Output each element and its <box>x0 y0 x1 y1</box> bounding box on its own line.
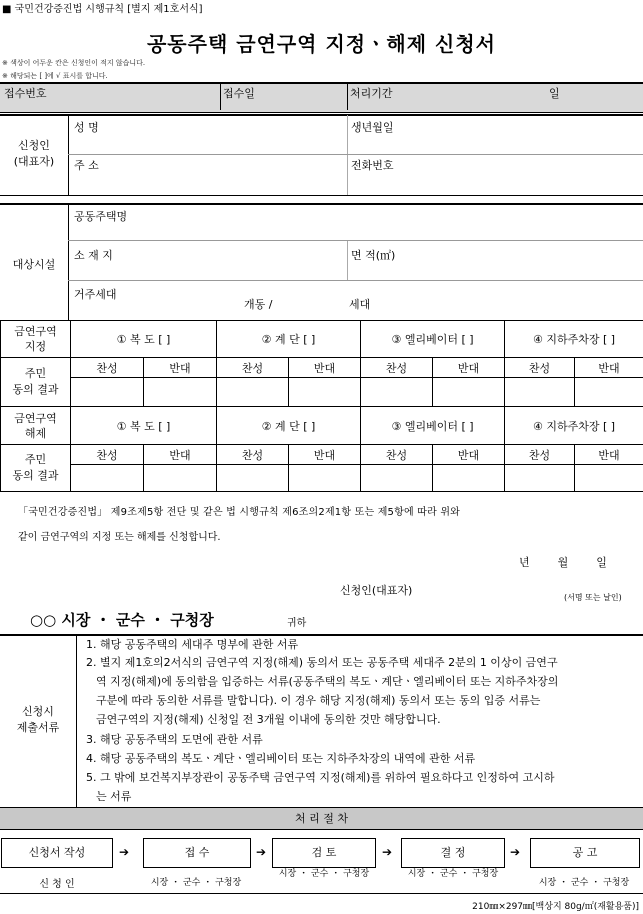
oppose-header: 반대 <box>433 358 505 378</box>
section-rule <box>0 195 643 196</box>
step-review-actor: 시장 ・ 군수 ・ 구청장 <box>278 869 370 879</box>
recipient-suffix: 귀하 <box>287 618 307 629</box>
step-receipt-actor: 시장 ・ 군수 ・ 구청장 <box>150 878 242 888</box>
agree-count-field[interactable] <box>505 378 575 407</box>
release-row <box>1 407 643 445</box>
document-item: 1. 해당 공동주택의 세대주 명부에 관한 서류 <box>86 638 299 651</box>
oppose-count-field[interactable] <box>575 465 643 492</box>
documents-label <box>0 704 76 736</box>
footer-rule <box>0 893 643 894</box>
step-apply-box: 신청서 작성 <box>1 838 113 868</box>
document-item: 2. 별지 제1호의2서식의 금연구역 지정(해제) 동의서 또는 공동주택 세대주 2분의 1 이상이 금연구 <box>86 656 558 669</box>
document-item: 금연구역의 지정(해제) 신청일 전 3개월 이내에 동의한 것만 해당합니다. <box>96 713 441 726</box>
agree-header: 찬성 <box>217 445 289 465</box>
release-result-label <box>1 445 71 492</box>
oppose-count-field[interactable] <box>289 378 361 407</box>
oppose-header: 반대 <box>144 445 217 465</box>
oppose-header: 반대 <box>289 358 361 378</box>
section-rule <box>0 114 643 116</box>
document-item: 구분에 따라 동의한 서류를 말합니다). 이 경우 해당 지정(해제) 동의서 또는 동의 입증 서류는 <box>96 694 541 707</box>
agree-header: 찬성 <box>361 445 433 465</box>
applicant-label-line: (대표자) <box>13 155 55 168</box>
release-result-header-row <box>1 445 643 465</box>
designate-result-label-line: 주민 <box>24 367 47 380</box>
agree-header: 찬성 <box>361 358 433 378</box>
oppose-count-field[interactable] <box>144 378 217 407</box>
process-title: 처 리 절 차 <box>0 807 643 830</box>
oppose-count-field[interactable] <box>289 465 361 492</box>
target-section-label: 대상시설 <box>12 258 56 271</box>
oppose-header: 반대 <box>289 445 361 465</box>
section-divider <box>76 635 77 807</box>
name-label: 성 명 <box>74 121 99 134</box>
documents-label-line: 제출서류 <box>16 721 60 734</box>
agree-header: 찬성 <box>217 358 289 378</box>
designate-row <box>1 321 643 358</box>
designate-option-elevator[interactable]: ③ 엘리베이터 [ ] <box>361 321 505 358</box>
agree-header: 찬성 <box>71 358 144 378</box>
step-decision-box: 결 정 <box>401 838 505 868</box>
designate-option-stairs[interactable]: ② 계 단 [ ] <box>217 321 361 358</box>
release-option-parking[interactable]: ④ 지하주차장 [ ] <box>505 407 643 445</box>
field-rule <box>68 240 643 241</box>
release-result-label-line: 주민 <box>24 453 47 466</box>
receipt-number-label: 접수번호 <box>4 87 47 100</box>
birthdate-label: 생년월일 <box>351 121 394 134</box>
agree-count-field[interactable] <box>361 465 433 492</box>
phone-label: 전화번호 <box>351 159 394 172</box>
agree-count-field[interactable] <box>71 378 144 407</box>
document-item: 역 지정(해제)에 동의함을 입증하는 서류(공동주택의 복도ㆍ계단ㆍ엘리베이터 또는 지하주차장의 <box>96 675 559 688</box>
field-rule <box>68 154 643 155</box>
area-label: 면 적(㎡) <box>351 249 396 262</box>
step-decision-actor: 시장 ・ 군수 ・ 구청장 <box>407 869 499 879</box>
oppose-count-field[interactable] <box>433 378 505 407</box>
section-divider <box>68 115 69 195</box>
release-option-elevator[interactable]: ③ 엘리베이터 [ ] <box>361 407 505 445</box>
document-item: 3. 해당 공동주택의 도면에 관한 서류 <box>86 733 263 746</box>
signature-note[interactable]: (서명 또는 날인) <box>564 593 622 602</box>
documents-label-line: 신청시 <box>22 705 54 718</box>
designate-label <box>1 321 71 358</box>
receipt-divider <box>220 83 221 110</box>
household-unit-label: 세대 <box>349 298 371 311</box>
agree-header: 찬성 <box>71 445 144 465</box>
oppose-header: 반대 <box>144 358 217 378</box>
oppose-count-field[interactable] <box>144 465 217 492</box>
form-reference: ■ 국민건강증진법 시행규칙 [별지 제1호서식] <box>2 4 203 15</box>
designate-result-header-row <box>1 358 643 378</box>
oppose-count-field[interactable] <box>433 465 505 492</box>
buildings-label: 개동 / <box>244 298 273 311</box>
arrow-icon: ➔ <box>256 845 267 859</box>
statement-line-1: 「국민건강증진법」 제9조제5항 전단 및 같은 법 시행규칙 제6조의2제1항 또는 제5항에 따라 위와 <box>18 507 461 518</box>
step-apply-actor: 신 청 인 <box>39 879 75 890</box>
checkbox-note: ※ 해당되는 [ ]에 √ 표시를 합니다. <box>2 72 108 80</box>
designate-result-input-row <box>1 378 643 407</box>
designate-result-label-line: 동의 결과 <box>12 383 59 396</box>
field-divider <box>347 241 348 280</box>
release-label <box>1 407 71 445</box>
release-label-line: 해제 <box>24 426 47 440</box>
field-rule <box>68 280 643 281</box>
document-item: 4. 해당 공동주택의 복도ㆍ계단ㆍ엘리베이터 또는 지하주차장의 내역에 관한 서류 <box>86 752 476 765</box>
release-result-label-line: 동의 결과 <box>12 469 59 482</box>
agree-count-field[interactable] <box>505 465 575 492</box>
processing-period-label: 처리기간 <box>350 87 393 100</box>
agree-header: 찬성 <box>505 358 575 378</box>
applicant-signature-label: 신청인(대표자) <box>340 584 413 597</box>
agree-header: 찬성 <box>505 445 575 465</box>
oppose-count-field[interactable] <box>575 378 643 407</box>
applicant-section-label <box>0 138 68 170</box>
field-divider <box>347 115 348 195</box>
paper-spec: 210㎜×297㎜[백상지 80g/㎡(재활용품)] <box>472 902 639 912</box>
statement-line-2: 같이 금연구역의 지정 또는 해제를 신청합니다. <box>18 532 221 543</box>
oppose-header: 반대 <box>575 445 643 465</box>
designate-option-hallway[interactable]: ① 복 도 [ ] <box>71 321 217 358</box>
release-option-hallway[interactable]: ① 복 도 [ ] <box>71 407 217 445</box>
arrow-icon: ➔ <box>382 845 393 859</box>
recipient: ○○ 시장 ・ 군수 ・ 구청장 <box>30 611 214 629</box>
address-label: 주 소 <box>74 159 99 172</box>
designate-label-line: 지정 <box>24 340 47 353</box>
document-item: 5. 그 밖에 보건복지부장관이 공동주택 금연구역 지정(해제)를 위하여 필요하다고 인정하여 고시하 <box>86 771 555 784</box>
processing-day-label: 일 <box>549 87 560 100</box>
oppose-header: 반대 <box>433 445 505 465</box>
receipt-bar <box>0 82 643 113</box>
step-receipt-box: 접 수 <box>143 838 251 868</box>
households-label: 거주세대 <box>74 288 117 301</box>
arrow-icon: ➔ <box>119 845 130 859</box>
step-notice-actor: 시장 ・ 군수 ・ 구청장 <box>538 878 630 888</box>
designation-release-table <box>0 320 643 492</box>
shade-note: ※ 색상이 어두운 칸은 신청인이 적지 않습니다. <box>2 59 146 67</box>
section-rule <box>0 203 643 205</box>
designate-option-parking[interactable]: ④ 지하주차장 [ ] <box>505 321 643 358</box>
release-label-line: 금연구역 <box>14 411 57 425</box>
apartment-name-label: 공동주택명 <box>74 210 128 223</box>
agree-count-field[interactable] <box>217 378 289 407</box>
arrow-icon: ➔ <box>510 845 521 859</box>
release-option-stairs[interactable]: ② 계 단 [ ] <box>217 407 361 445</box>
application-date[interactable]: 년 월 일 <box>519 556 607 569</box>
agree-count-field[interactable] <box>361 378 433 407</box>
receipt-divider <box>347 83 348 110</box>
step-review-box: 검 토 <box>272 838 376 868</box>
designate-result-label <box>1 358 71 407</box>
step-notice-box: 공 고 <box>530 838 640 868</box>
agree-count-field[interactable] <box>71 465 144 492</box>
location-label: 소 재 지 <box>74 249 113 262</box>
document-item: 는 서류 <box>96 790 132 803</box>
oppose-header: 반대 <box>575 358 643 378</box>
form-title: 공동주택 금연구역 지정ㆍ해제 신청서 <box>146 32 496 56</box>
section-divider <box>68 204 69 320</box>
applicant-label-line: 신청인 <box>18 139 50 152</box>
release-result-input-row <box>1 465 643 492</box>
designate-label-line: 금연구역 <box>14 325 57 338</box>
agree-count-field[interactable] <box>217 465 289 492</box>
receipt-date-label: 접수일 <box>223 87 255 100</box>
